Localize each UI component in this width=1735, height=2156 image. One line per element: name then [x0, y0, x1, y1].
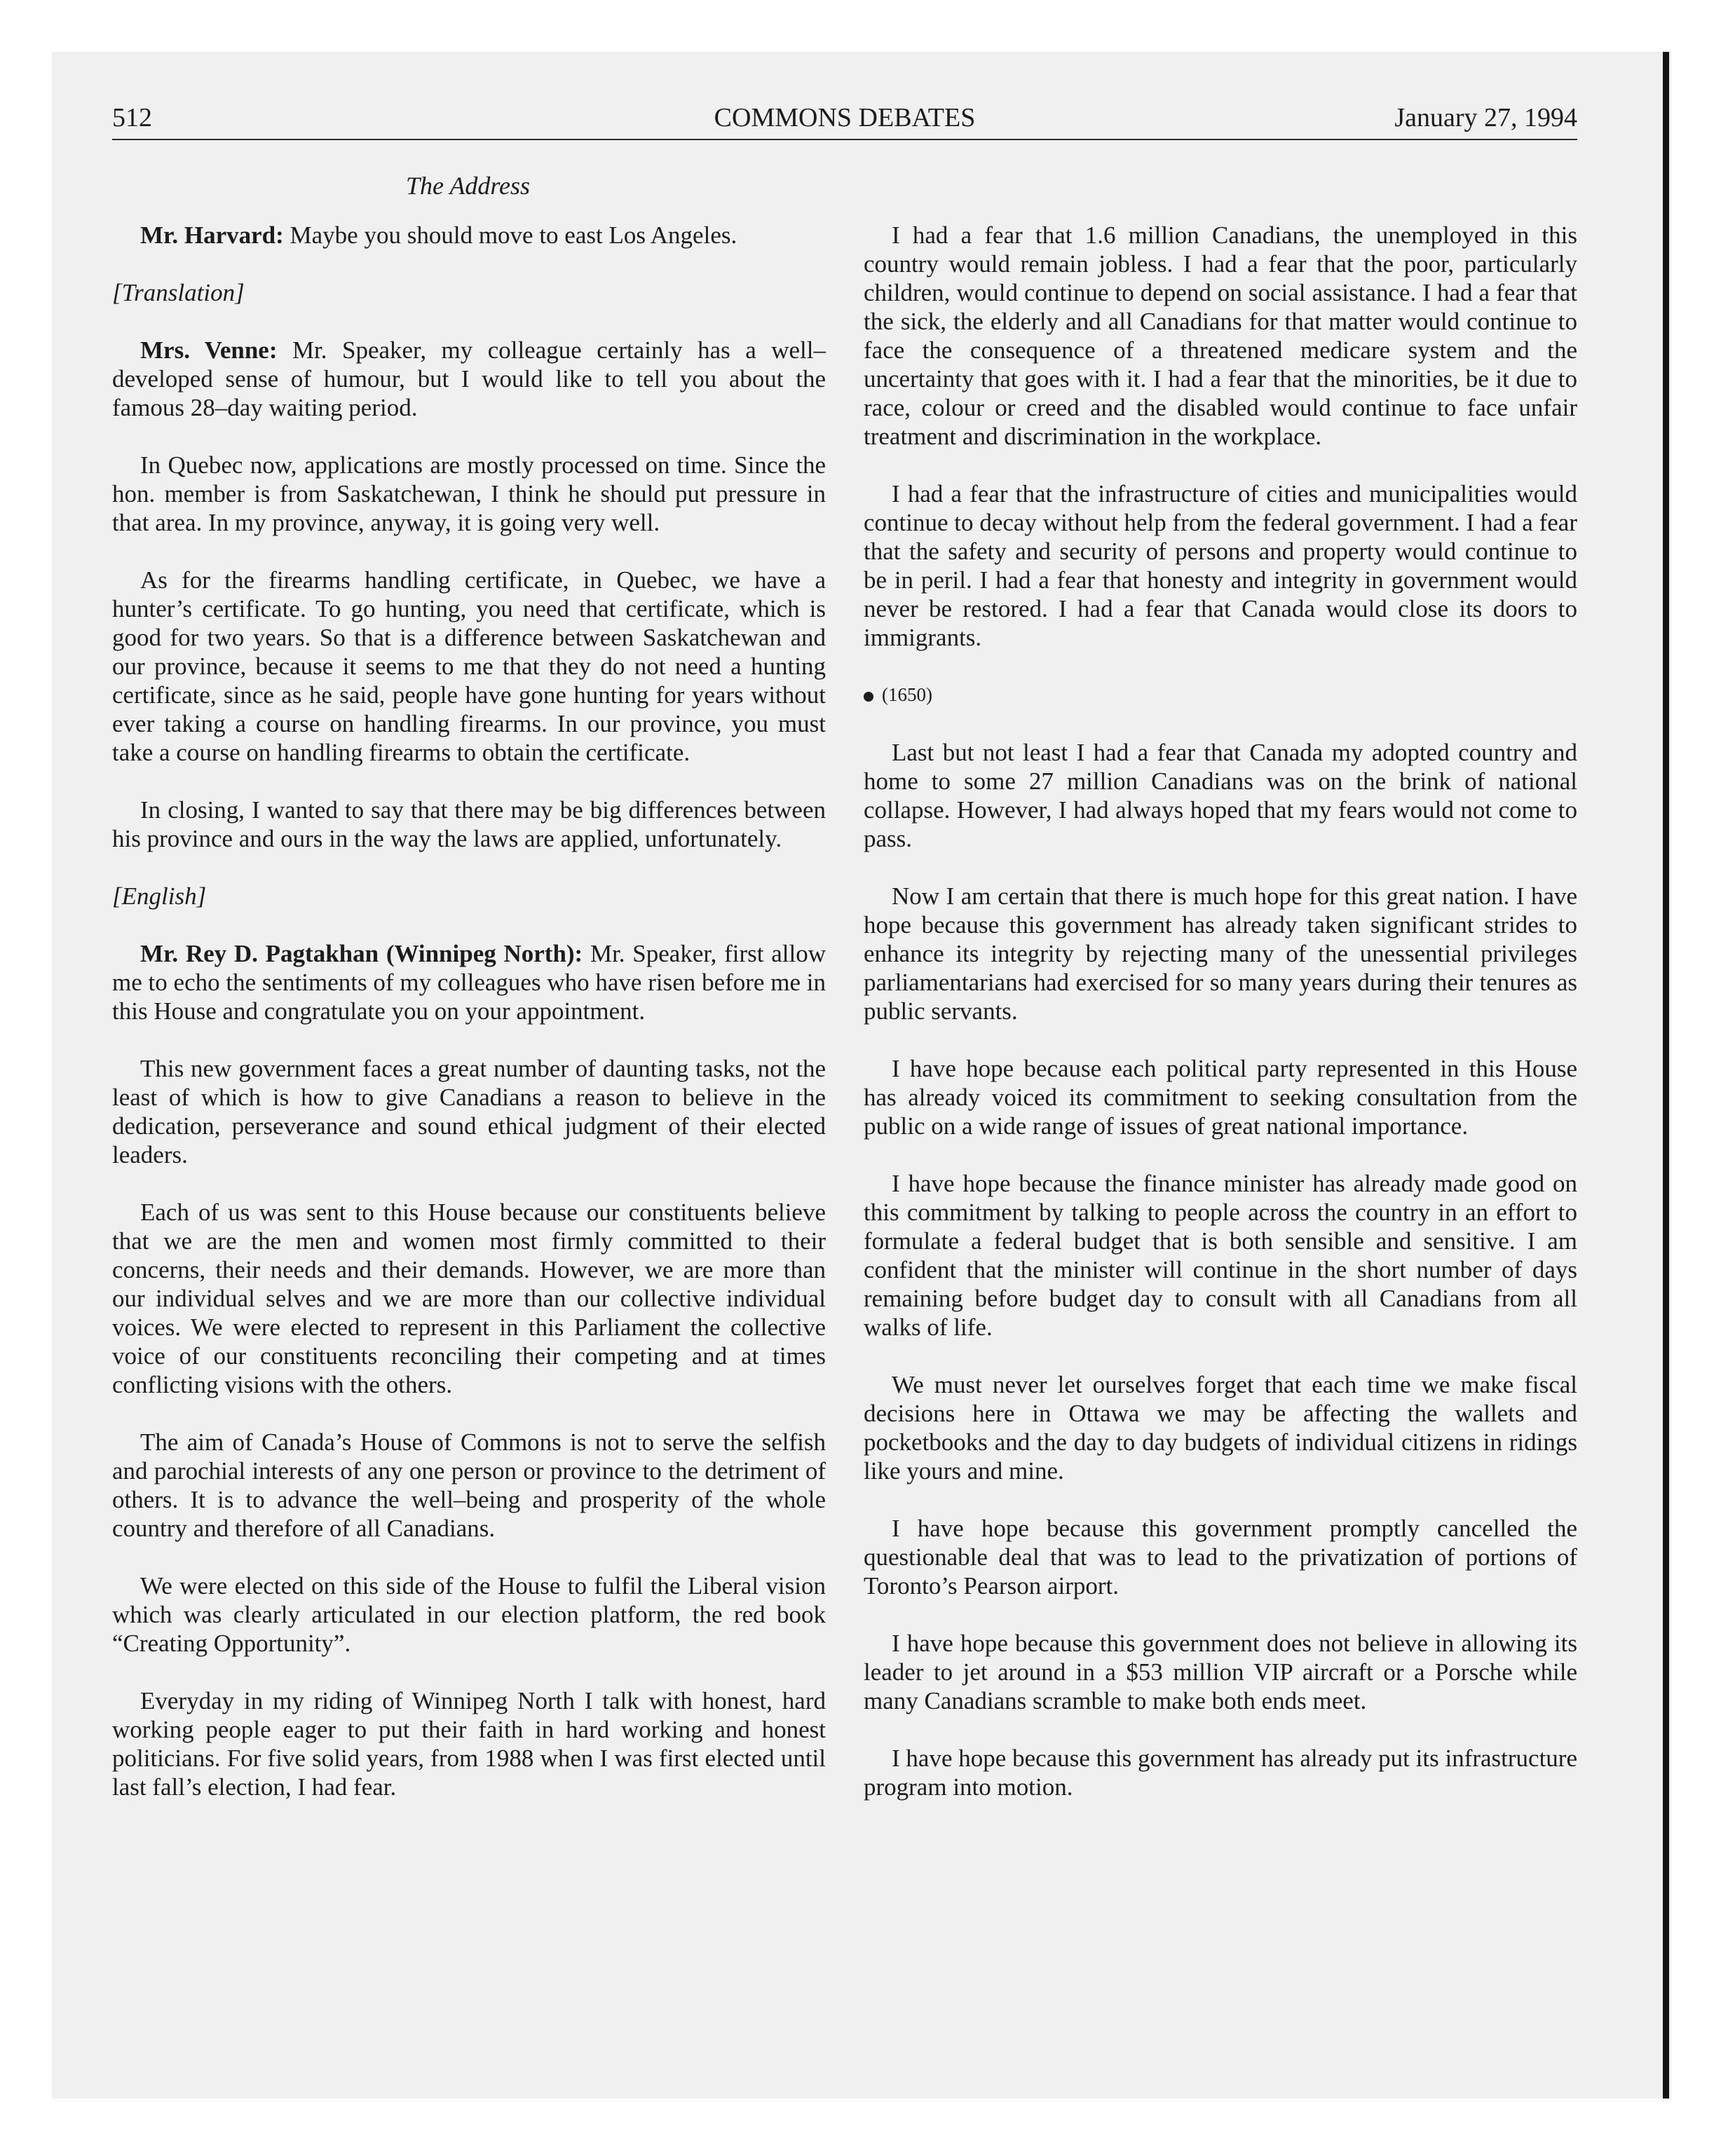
paragraph: In closing, I wanted to say that there may be big differences between his province and ours in the way the laws are applied, unfortunately.: [112, 796, 826, 852]
header-rule: [112, 139, 1577, 140]
paragraph: As for the firearms handling certificate, in Quebec, we have a hunter’s certificate. To go hunting, you need that certificate, which is good for two years. So that is a difference between Saskatchewan and our province, because it seems to me that they do not need a hunting certificate, since as he said, people have gone hunting for years without ever taking a course on handling firearms. In our province, you must take a course on handling firearms to obtain the certificate.: [112, 566, 826, 766]
bullet-icon: [864, 692, 873, 702]
paragraph: [112, 221, 826, 250]
time-marker-text: (1650): [882, 684, 932, 705]
paragraph: [112, 939, 826, 1025]
paragraph: I have hope because this government does not believe in allowing its leader to jet around in a $53 million VIP aircraft or a Porsche while many Canadians scramble to make both ends meet.: [864, 1630, 1577, 1714]
paragraph: I have hope because each political party represented in this House has already voiced its commitment to seeking consultation from the public on a wide range of issues of great national importance.: [864, 1055, 1577, 1140]
paragraph: We were elected on this side of the House to fulfil the Liberal vision which was clearly articulated in our election platform, the red book “Creating Opportunity”.: [112, 1572, 826, 1657]
paragraph: Everyday in my riding of Winnipeg North I talk with honest, hard working people eager to put their faith in hard working and honest politicians. For five solid years, from 1988 when I was first elected until last fall’s election, I had fear.: [112, 1687, 826, 1801]
time-marker: [864, 681, 1577, 709]
journal-title: COMMONS DEBATES: [714, 103, 976, 132]
left-column: [112, 221, 826, 1830]
paragraph: I had a fear that the infrastructure of cities and municipalities would continue to decay without help from the federal government. I had a fear that the safety and security of persons and property would continue to be in peril. I had a fear that honesty and integrity in government would never be restored. I had a fear that Canada would close its doors to immigrants.: [864, 480, 1577, 651]
language-label: [English]: [112, 882, 207, 910]
page-number: 512: [112, 103, 152, 132]
paragraph: Now I am certain that there is much hope for this great nation. I have hope because this government has already taken significant strides to enhance its integrity by rejecting many of the unessential privileges parliamentarians had exercised for so many years during their tenures as public servants.: [864, 882, 1577, 1025]
paragraph: This new government faces a great number of daunting tasks, not the least of which is how to give Canadians a reason to believe in the dedication, perseverance and sound ethical judgment of their elected leaders.: [112, 1055, 826, 1168]
paragraph: I have hope because the finance minister has already made good on this commitment by talking to people across the country in an effort to formulate a federal budget that is both sensible and sensitive. I am confident that the minister will continue in the short number of days remaining before budget day to consult with all Canadians from all walks of life.: [864, 1170, 1577, 1341]
speaker-name: Mrs. Venne:: [140, 336, 278, 364]
speaker-name: Mr. Harvard:: [140, 221, 284, 249]
speech-text: Mr. Speaker, my colleague certainly has a well–developed sense of humour, but I would like to tell you about the famous 28–day waiting period.: [112, 336, 826, 421]
section-title: The Address: [405, 172, 530, 200]
language-label: [Translation]: [112, 279, 245, 306]
paragraph: The aim of Canada’s House of Commons is not to serve the selfish and parochial interests of any one person or province to the detriment of others. It is to advance the well–being and prosperity of the whole country and therefore of all Canadians.: [112, 1428, 826, 1542]
scan-edge-shadow: [1663, 52, 1669, 2099]
paragraph: [112, 336, 826, 422]
speaker-name: Mr. Rey D. Pagtakhan (Winnipeg North):: [140, 940, 583, 967]
paragraph: In Quebec now, applications are mostly processed on time. Since the hon. member is from Saskatchewan, I think he should put pressure in that area. In my province, anyway, it is going very well.: [112, 451, 826, 536]
paragraph: Each of us was sent to this House because our constituents believe that we are the men and women most firmly committed to their concerns, their needs and their demands. However, we are more than our individual selves and we are more than our collective individual voices. We were elected to represent in this Parliament the collective voice of our constituents reconciling their competing and at times conflicting visions with the others.: [112, 1199, 826, 1398]
speech-text: Maybe you should move to east Los Angeles.: [283, 221, 737, 249]
paragraph: I have hope because this government promptly cancelled the questionable deal that was to lead to the privatization of portions of Toronto’s Pearson airport.: [864, 1515, 1577, 1599]
right-column: [864, 221, 1577, 1830]
header-date: January 27, 1994: [1394, 103, 1577, 132]
speech-text: Mr. Speaker, first allow me to echo the sentiments of my colleagues who have risen before me in this House and congratulate you on your appointment.: [112, 940, 826, 1025]
paragraph: I have hope because this government has already put its infrastructure program into motion.: [864, 1745, 1577, 1801]
paragraph: I had a fear that 1.6 million Canadians, the unemployed in this country would remain jobless. I had a fear that the poor, particularly children, would continue to depend on social assistance. I had a fear that the sick, the elderly and all Canadians for that matter would continue to face the consequence of a threatened medicare system and the uncertainty that goes with it. I had a fear that the minorities, be it due to race, colour or creed and the disabled would continue to face unfair treatment and discrimination in the workplace.: [864, 221, 1577, 450]
paragraph: We must never let ourselves forget that each time we make fiscal decisions here in Ottawa we may be affecting the wallets and pocketbooks and the day to day budgets of individual citizens in ridings like yours and mine.: [864, 1371, 1577, 1485]
paragraph: Last but not least I had a fear that Canada my adopted country and home to some 27 million Canadians was on the brink of national collapse. However, I had always hoped that my fears would not come to pass.: [864, 739, 1577, 852]
